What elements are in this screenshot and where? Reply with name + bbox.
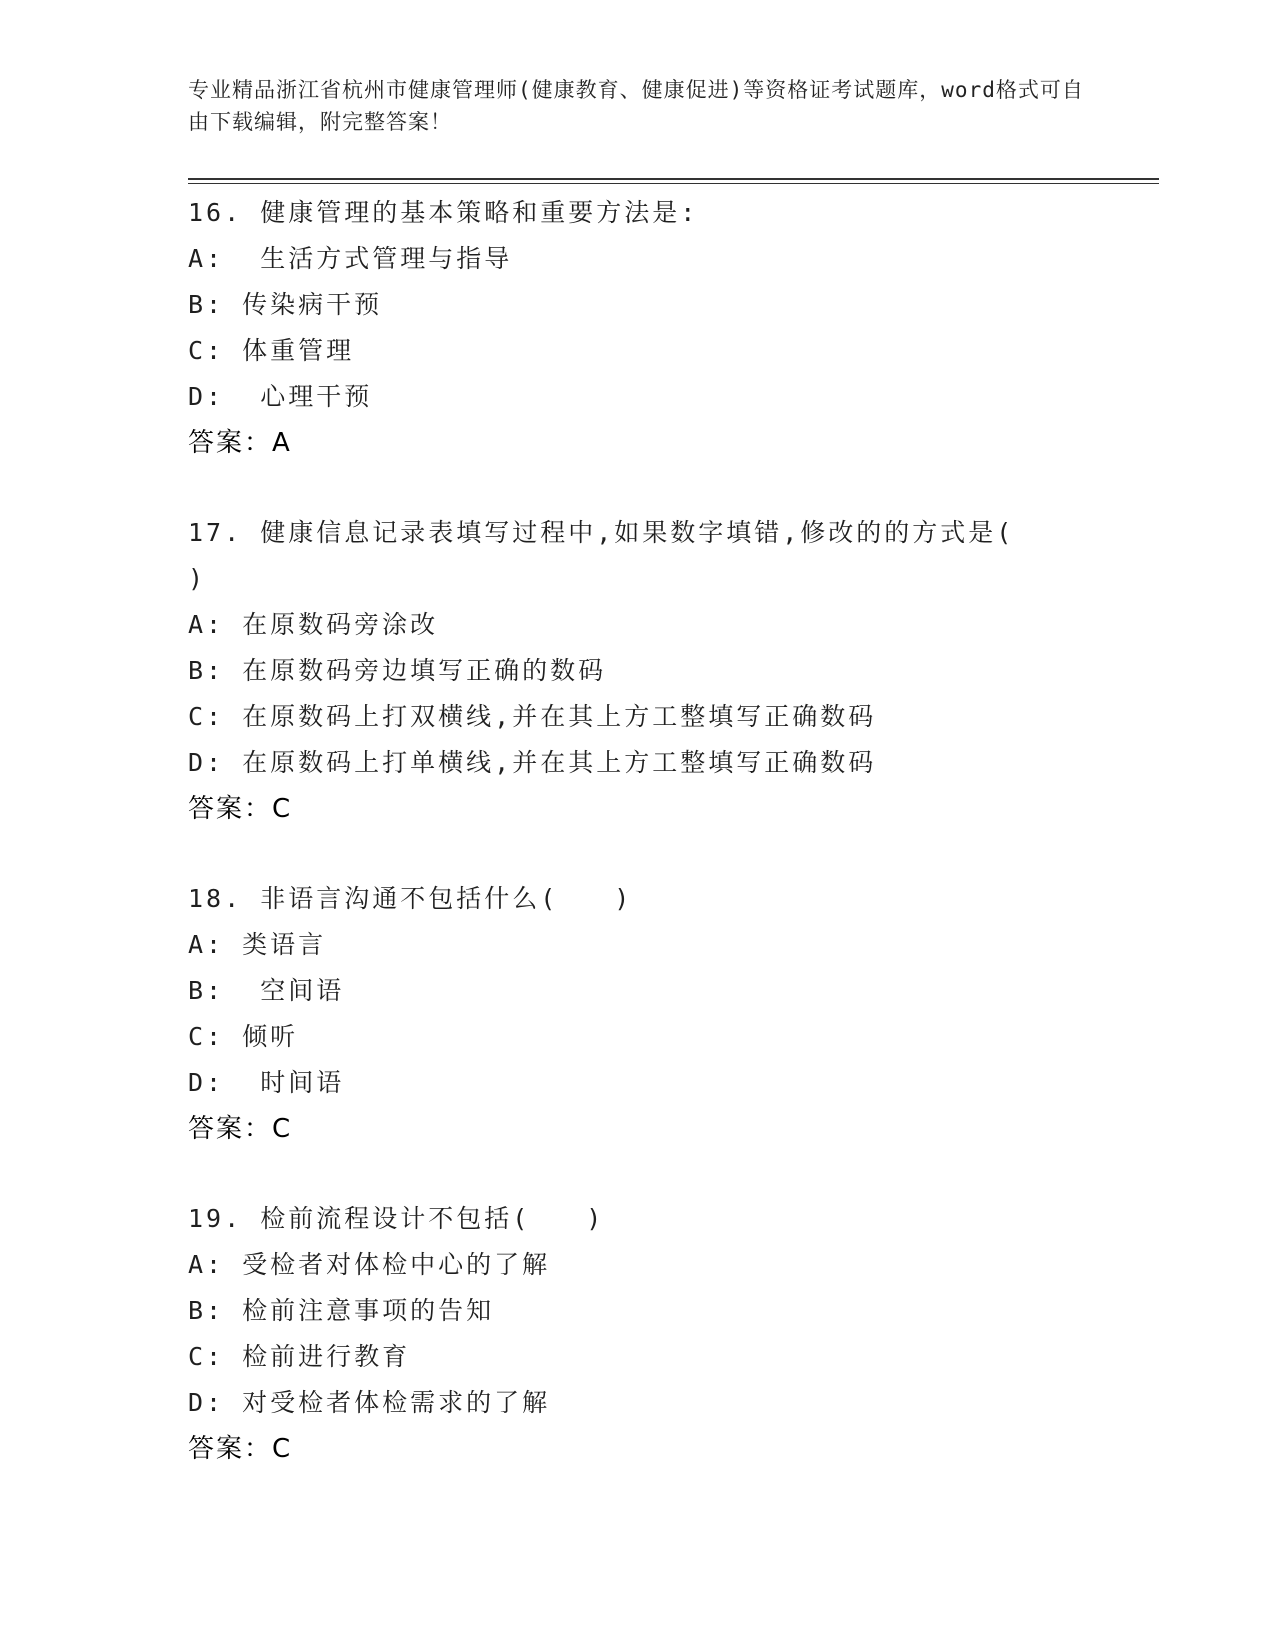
option-b: B: 检前注意事项的告知 xyxy=(188,1296,495,1325)
option-b: B: 在原数码旁边填写正确的数码 xyxy=(188,656,607,685)
option-b: B: 空间语 xyxy=(188,976,345,1005)
option-c: C: 在原数码上打双横线,并在其上方工整填写正确数码 xyxy=(188,702,877,731)
option-d: D: 时间语 xyxy=(188,1068,345,1097)
question-19 xyxy=(188,1196,1148,1472)
answer: 答案：C xyxy=(188,1434,293,1464)
question-stem: 18. 非语言沟通不包括什么( ) xyxy=(188,884,633,913)
question-stem: 17. 健康信息记录表填写过程中,如果数字填错,修改的的方式是( ) xyxy=(188,518,1015,593)
question-stem: 16. 健康管理的基本策略和重要方法是: xyxy=(188,198,699,227)
option-d: D: 心理干预 xyxy=(188,382,373,411)
question-16 xyxy=(188,190,1148,466)
question-stem: 19. 检前流程设计不包括( ) xyxy=(188,1204,605,1233)
option-a: A: 受检者对体检中心的了解 xyxy=(188,1250,551,1279)
answer: 答案：C xyxy=(188,794,293,824)
answer: 答案：A xyxy=(188,428,292,458)
option-c: C: 体重管理 xyxy=(188,336,355,365)
option-a: A: 在原数码旁涂改 xyxy=(188,610,439,639)
option-a: A: 类语言 xyxy=(188,930,327,959)
option-c: C: 检前进行教育 xyxy=(188,1342,411,1371)
option-d: D: 对受检者体检需求的了解 xyxy=(188,1388,551,1417)
header-divider xyxy=(188,178,1159,180)
option-b: B: 传染病干预 xyxy=(188,290,383,319)
option-c: C: 倾听 xyxy=(188,1022,299,1051)
option-a: A: 生活方式管理与指导 xyxy=(188,244,513,273)
question-list xyxy=(188,190,1148,1516)
document-header: 专业精品浙江省杭州市健康管理师(健康教育、健康促进)等资格证考试题库，word格式可自由下载编辑，附完整答案！ xyxy=(188,78,1084,134)
header-divider-thin xyxy=(188,183,1159,184)
question-17 xyxy=(188,510,1148,832)
question-18 xyxy=(188,876,1148,1152)
option-d: D: 在原数码上打单横线,并在其上方工整填写正确数码 xyxy=(188,748,877,777)
answer: 答案：C xyxy=(188,1114,293,1144)
